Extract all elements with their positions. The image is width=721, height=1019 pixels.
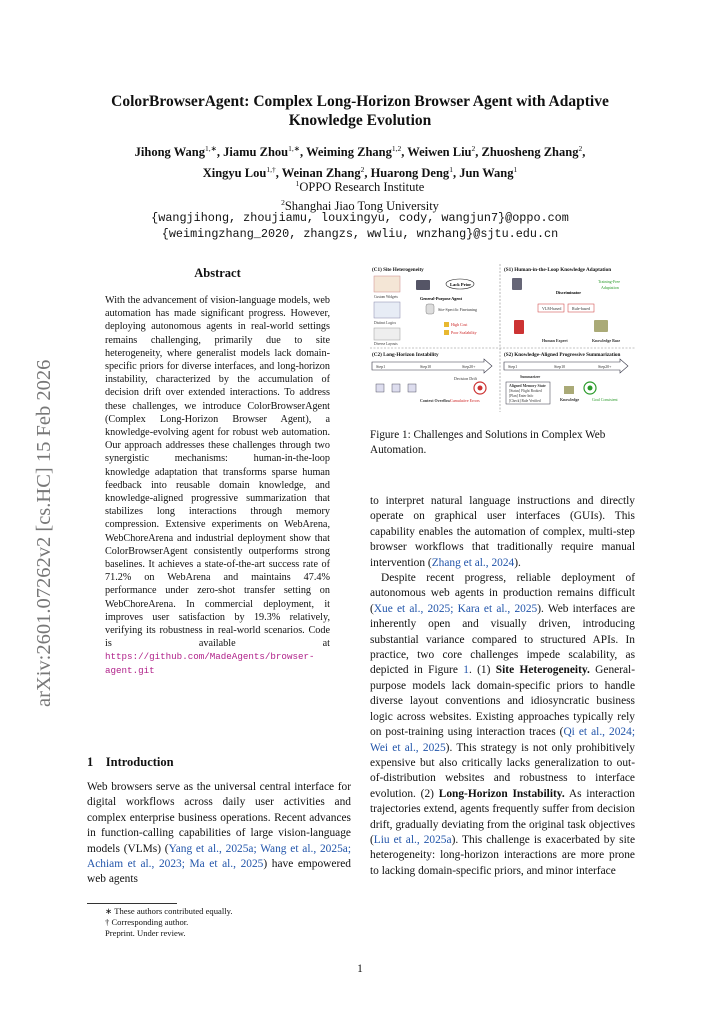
author-mark: 2 <box>578 144 583 153</box>
affiliation-mark: 2 <box>281 198 285 208</box>
distinct-logics-label: Distinct Logics <box>374 321 397 325</box>
s2-step1: Step1 <box>508 364 518 369</box>
diverse-layouts-label: Diverse Layouts <box>374 342 398 346</box>
affiliations <box>60 176 660 214</box>
memory-line-1: [Status] Flight Booked <box>509 389 542 393</box>
human-expert-label: Human Expert <box>542 338 568 343</box>
browser-step-icon <box>376 384 384 392</box>
footnote-rule <box>87 903 177 904</box>
author-name: Xingyu Lou <box>202 166 267 181</box>
c2-title: (C2) Long-Horizon Instability <box>372 352 439 358</box>
memory-line-2: [Plan] Enter Info <box>509 394 534 398</box>
author-name: Jiamu Zhou <box>223 145 289 160</box>
citation-link[interactable]: Qi et al., 2024; Wei et al., 2025 <box>370 726 635 754</box>
custom-widgets-label: Custom Widgets <box>374 295 398 299</box>
lack-prior-label: Lack Prior <box>450 282 472 287</box>
paragraph <box>370 571 635 879</box>
context-overflow-label: Context Overflow <box>420 398 451 403</box>
body-text: ). <box>514 556 521 569</box>
abstract-body <box>105 294 330 677</box>
scalability-warning-icon <box>444 330 449 335</box>
s2-step20: Step20+ <box>598 364 612 369</box>
s1-title: (S1) Human-in-the-Loop Knowledge Adaptation <box>504 267 612 273</box>
cumulative-errors-label: Cumulative Errors <box>450 398 480 403</box>
figure-1-diagram <box>368 262 638 418</box>
affiliation-1 <box>60 176 660 195</box>
footnote-equal-contribution: ∗ These authors contributed equally. <box>105 906 233 916</box>
author-mark: 1 <box>449 165 453 175</box>
body-text: General-purpose models lack domain-specific priors to handle diverse layout conventions and idiosyncratic business logic across websites. Existing approaches typically rely on post-training using interaction traces ( <box>370 664 636 739</box>
s2-step10: Step10 <box>554 364 566 369</box>
section-title: Introduction <box>105 755 174 769</box>
webpage-thumb-1 <box>374 276 400 292</box>
author-name: Weiming Zhang <box>306 145 392 160</box>
arxiv-stamp <box>6 287 55 707</box>
body-text: ). This challenge is exacerbated by site heterogeneity: long-horizon interactions are more prone to lacking domain-specific priors, and minor interface <box>370 833 635 877</box>
goal-target-center-icon <box>588 386 593 391</box>
citation-link[interactable]: Yang et al., 2025a; Wang et al., 2025a; Achiam et al., 2023; Ma et al., 2025 <box>87 842 351 871</box>
bold-term: Long-Horizon Instability. <box>438 787 565 800</box>
body-text: ). Web interfaces are inherently open and visually driven, introducing substantial variance compared to structured APIs. In practice, two core challenges impede scalability, as depicted in Figure <box>370 602 635 677</box>
abstract-text: With the advancement of vision-language models, web automation has made significant progress. However, deploying autonomous agents in real-world settings remains challenging, primarily due to site heterogeneity, where generalist models lack domain-specific priors for diverse interfaces, and long-horizon instability, characterized by the accumulation of decision drift over extended interactions. To address these challenges, we introduce ColorBrowserAgent (Complex Long-Horizon Browser Agent), a knowledge-evolving agent for robust web automation. Our approach addresses these challenges through two synergistic mechanisms: human-in-the-loop knowledge adaptation that transforms sparse human feedback into reusable domain knowledge, and knowledge-aligned progressive summarization that stabilizes long interactions through memory compression. Extensive experiments on WebArena, WebChoreArena and industrial deployment show that ColorBrowserAgent consistently outperforms strong baselines. It achieves a state-of-the-art success rate of 71.2% on WebArena and maintains 47.4% performance under zero-shot transfer setting on WebChoreArena. In commercial deployment, it improves user satisfaction by 19.3% relatively, verifying its robustness in real-world scenarios. Code is available at <box>105 295 330 650</box>
body-text: As interaction trajectories extend, agents frequently suffer from decision drift, gradually deviating from the original task objectives ( <box>370 787 635 846</box>
rule-based-label: Rule-based <box>572 306 590 311</box>
footnotes <box>105 906 355 939</box>
footnote-preprint: Preprint. Under review. <box>105 928 186 938</box>
author-mark: 1,∗ <box>204 144 217 153</box>
figure-caption: Figure 1: Challenges and Solutions in Complex Web Automation. <box>370 429 606 456</box>
finetune-icon <box>426 304 434 314</box>
code-link[interactable]: https://github.com/MadeAgents/browser-agent.git <box>105 651 315 676</box>
webpage-thumb-2 <box>374 302 400 318</box>
poor-scalability-label: Poor Scalability <box>451 330 477 335</box>
affiliation-name: Shanghai Jiao Tong University <box>284 199 439 214</box>
c2-step10: Step10 <box>420 364 432 369</box>
citation-link[interactable]: Xue et al., 2025; Kara et al., 2025 <box>373 602 538 615</box>
discriminator-label: Discriminator <box>556 290 582 295</box>
section-number: 1 <box>87 755 94 769</box>
webpage-thumb-3 <box>374 328 400 340</box>
author-name: Jihong Wang <box>134 145 205 160</box>
arxiv-stamp-text: arXiv:2601.07262v2 [cs.HC] 15 Feb 2026 <box>33 359 55 707</box>
knowledge-icon <box>564 386 574 394</box>
introduction-paragraph <box>87 780 351 888</box>
figure-1 <box>368 262 638 418</box>
author-emails <box>60 210 660 242</box>
title-line-1: ColorBrowserAgent: Complex Long-Horizon Browser Agent with Adaptive <box>111 93 609 110</box>
author-mark: 1,∗ <box>288 144 301 153</box>
intro-text: ) have empowered web agents <box>87 858 351 886</box>
knowledge-base-label: Knowledge Base <box>592 338 621 343</box>
right-column-text <box>370 494 635 879</box>
decision-drift-label: Decision Drift <box>454 376 477 381</box>
intro-text: Web browsers serve as the universal central interface for digital workflows across daily user activities and complex enterprise business operations. Recent advances in function-calling capabilities of large vision-language models (VLMs) ( <box>87 781 351 855</box>
body-text: Despite recent progress, reliable deployment of autonomous web agents in production remains difficult ( <box>370 572 635 615</box>
aligned-memory-label: Aligned Memory State <box>509 384 546 388</box>
c1-title: (C1) Site Heterogeneity <box>372 267 424 273</box>
affiliation-name: OPPO Research Institute <box>299 180 425 195</box>
author-mark: 2 <box>471 144 476 153</box>
training-free-label: Training-Free <box>598 279 621 284</box>
paragraph <box>370 494 635 571</box>
author-line-1: Jihong Wang$^{1,∗}$, Jiamu Zhou$^{1,∗}$, Weiming Zhang$^{1,2}$, Weiwen Liu$^2$, Zhuosheng Zhang$^2$, <box>134 144 586 160</box>
footnote-corresponding: † Corresponding author. <box>105 917 189 927</box>
title-line-2: Knowledge Evolution <box>288 112 432 129</box>
goal-consistent-label: Goal Consistent <box>592 397 618 402</box>
adaptation-label: Adaptation <box>601 285 619 290</box>
author-name: Huarong Deng <box>370 166 450 181</box>
body-text: to interpret natural language instructions and directly operate on graphical user interfaces (GUIs). This capability enables the automation of complex, multi-step browser workflows that traditionally require manual intervention ( <box>370 495 635 569</box>
author-name: Jun Wang <box>459 166 514 181</box>
knowledge-label: Knowledge <box>560 397 580 402</box>
vlm-based-label: VLM-based <box>542 306 562 311</box>
citation-link[interactable]: Liu et al., 2025a <box>373 833 452 846</box>
human-expert-icon <box>514 320 524 334</box>
s2-title: (S2) Knowledge-Aligned Progressive Summarization <box>504 352 621 358</box>
c2-step1: Step1 <box>376 364 386 369</box>
paper-title <box>60 92 660 130</box>
knowledge-base-icon <box>594 320 608 332</box>
author-mark: 2 <box>360 165 365 175</box>
author-mark: 1,2 <box>391 144 402 153</box>
author-mark: 1,† <box>266 165 276 175</box>
bold-term: Site Heterogeneity. <box>495 664 590 677</box>
browser-step-icon <box>408 384 416 392</box>
citation-link[interactable]: Zhang et al., 2024 <box>431 556 515 569</box>
target-center-icon <box>478 386 483 391</box>
body-text: . (1) <box>468 664 496 677</box>
memory-line-3: [Check] Rule Verified <box>509 399 541 403</box>
email-line-1: {wangjihong, zhoujiamu, louxingyu, cody, wangjun7}@oppo.com <box>151 211 569 225</box>
author-name: Weiwen Liu <box>407 145 472 160</box>
robot-icon <box>512 278 522 290</box>
author-mark: 1 <box>513 165 518 175</box>
page-number: 1 <box>357 963 363 975</box>
general-agent-label: General-Purpose Agent <box>420 296 462 301</box>
summarizer-label: Summarizer <box>520 375 541 379</box>
author-name: Weinan Zhang <box>281 166 361 181</box>
browser-step-icon <box>392 384 400 392</box>
cost-warning-icon <box>444 322 449 327</box>
author-line-2: Xingyu Lou$^{1,\dagger}$, Weinan Zhang$^2$, Huarong Deng$^1$, Jun Wang$^1$ <box>202 165 518 181</box>
section-heading-introduction <box>87 755 347 770</box>
body-text: ). This strategy is not only prohibitively expensive but also critically lacks generalization to out-of-distribution websites and robustness to interface evolution. (2) <box>370 741 635 800</box>
c2-step20: Step20+ <box>462 364 476 369</box>
laptop-icon <box>416 280 430 290</box>
site-finetune-label: Site-Specific Finetuning <box>438 307 477 312</box>
abstract-heading: Abstract <box>194 266 241 280</box>
figure-ref-link[interactable]: 1 <box>463 664 469 677</box>
high-cost-label: High Cost <box>451 322 468 327</box>
email-line-2: {weimingzhang_2020, zhangzs, wwliu, wnzhang}@sjtu.edu.cn <box>161 227 559 241</box>
affiliation-mark: 1 <box>295 179 300 188</box>
author-name: Zhuosheng Zhang <box>481 145 579 160</box>
